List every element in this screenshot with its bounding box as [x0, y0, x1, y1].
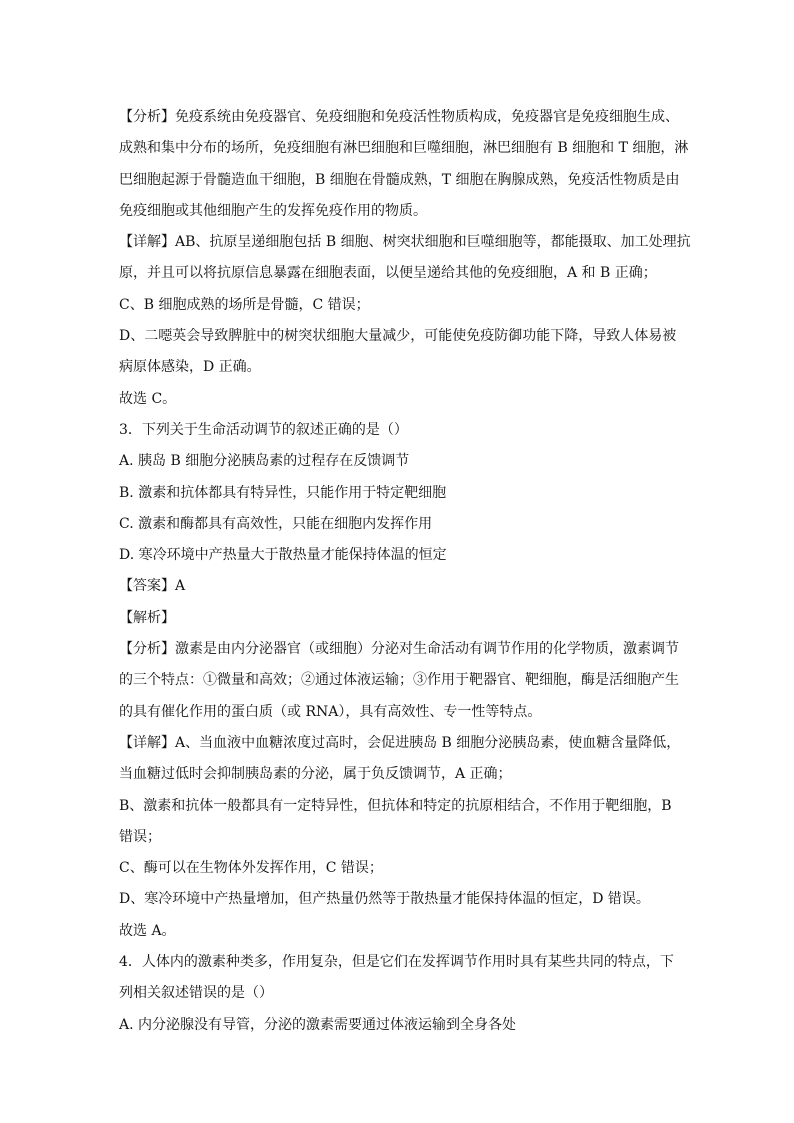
document-body: [119, 102, 691, 1041]
question-stem: 3．下列关于生命活动调节的叙述正确的是（）: [119, 421, 408, 438]
analysis-heading: 【解析】: [119, 609, 175, 626]
text-line: 【分析】免疫系统由免疫器官、免疫细胞和免疫活性物质构成，免疫器官是免疫细胞生成、: [119, 109, 679, 125]
text-line: 故选 C。: [119, 390, 177, 407]
text-line: B、激素和抗体一般都具有一定特异性，但抗体和特定的抗原相结合，不作用于靶细胞，B: [119, 797, 672, 814]
option-a: A. 胰岛 B 细胞分泌胰岛素的过程存在反馈调节: [119, 453, 410, 470]
text-line: 免疫细胞或其他细胞产生的发挥免疫作用的物质。: [119, 202, 427, 219]
text-line: 原，并且可以将抗原信息暴露在细胞表面，以便呈递给其他的免疫细胞，A 和 B 正确；: [119, 265, 657, 282]
text-line: 【详解】A、当血液中血糖浓度过高时，会促进胰岛 B 细胞分泌胰岛素，使血糖含量降低，: [119, 734, 681, 751]
text-line: 故选 A。: [119, 922, 176, 939]
text-line: C、酶可以在生物体外发挥作用，C 错误；: [119, 860, 383, 877]
text-line: 的三个特点：①微量和高效；②通过体液运输；③作用于靶器官、靶细胞，酶是活细胞产生: [119, 672, 679, 689]
answer-line: 【答案】A: [119, 578, 186, 595]
question-stem: 4．人体内的激素种类多，作用复杂，但是它们在发挥调节作用时具有某些共同的特点，下: [119, 954, 674, 971]
text-line: C、B 细胞成熟的场所是骨髓，C 错误；: [119, 296, 370, 313]
text-line: 【分析】激素是由内分泌器官（或细胞）分泌对生命活动有调节作用的化学物质，激素调节: [119, 641, 679, 658]
text-line: 巴细胞起源于骨髓造血干细胞，B 细胞在骨髓成熟，T 细胞在胸腺成熟，免疫活性物质是由: [119, 171, 680, 188]
text-line: D、二噁英会导致脾脏中的树突状细胞大量减少，可能使免疫防御功能下降，导致人体易被: [119, 328, 677, 345]
text-line: 病原体感染，D 正确。: [119, 359, 261, 376]
text-line: 【详解】AB、抗原呈递细胞包括 B 细胞、树突状细胞和巨噬细胞等，都能摄取、加工处理抗: [119, 234, 691, 251]
text-line: 列相关叙述错误的是（）: [119, 985, 273, 1002]
option-a: A. 内分泌腺没有导管，分泌的激素需要通过体液运输到全身各处: [119, 1016, 517, 1033]
option-c: C. 激素和酶都具有高效性，只能在细胞内发挥作用: [119, 515, 433, 532]
option-b: B. 激素和抗体都具有特异性，只能作用于特定靶细胞: [119, 484, 447, 501]
option-d: D. 寒冷环境中产热量大于散热量才能保持体温的恒定: [119, 547, 447, 564]
text-line: D、寒冷环境中产热量增加，但产热量仍然等于散热量才能保持体温的恒定，D 错误。: [119, 891, 650, 908]
text-line: 成熟和集中分布的场所，免疫细胞有淋巴细胞和巨噬细胞，淋巴细胞有 B 细胞和 T 细胞，淋: [119, 140, 689, 157]
text-line: 错误；: [119, 828, 161, 845]
text-line: 当血糖过低时会抑制胰岛素的分泌，属于负反馈调节，A 正确；: [119, 766, 512, 783]
text-line: 的具有催化作用的蛋白质（或 RNA），具有高效性、专一性等特点。: [119, 703, 542, 720]
